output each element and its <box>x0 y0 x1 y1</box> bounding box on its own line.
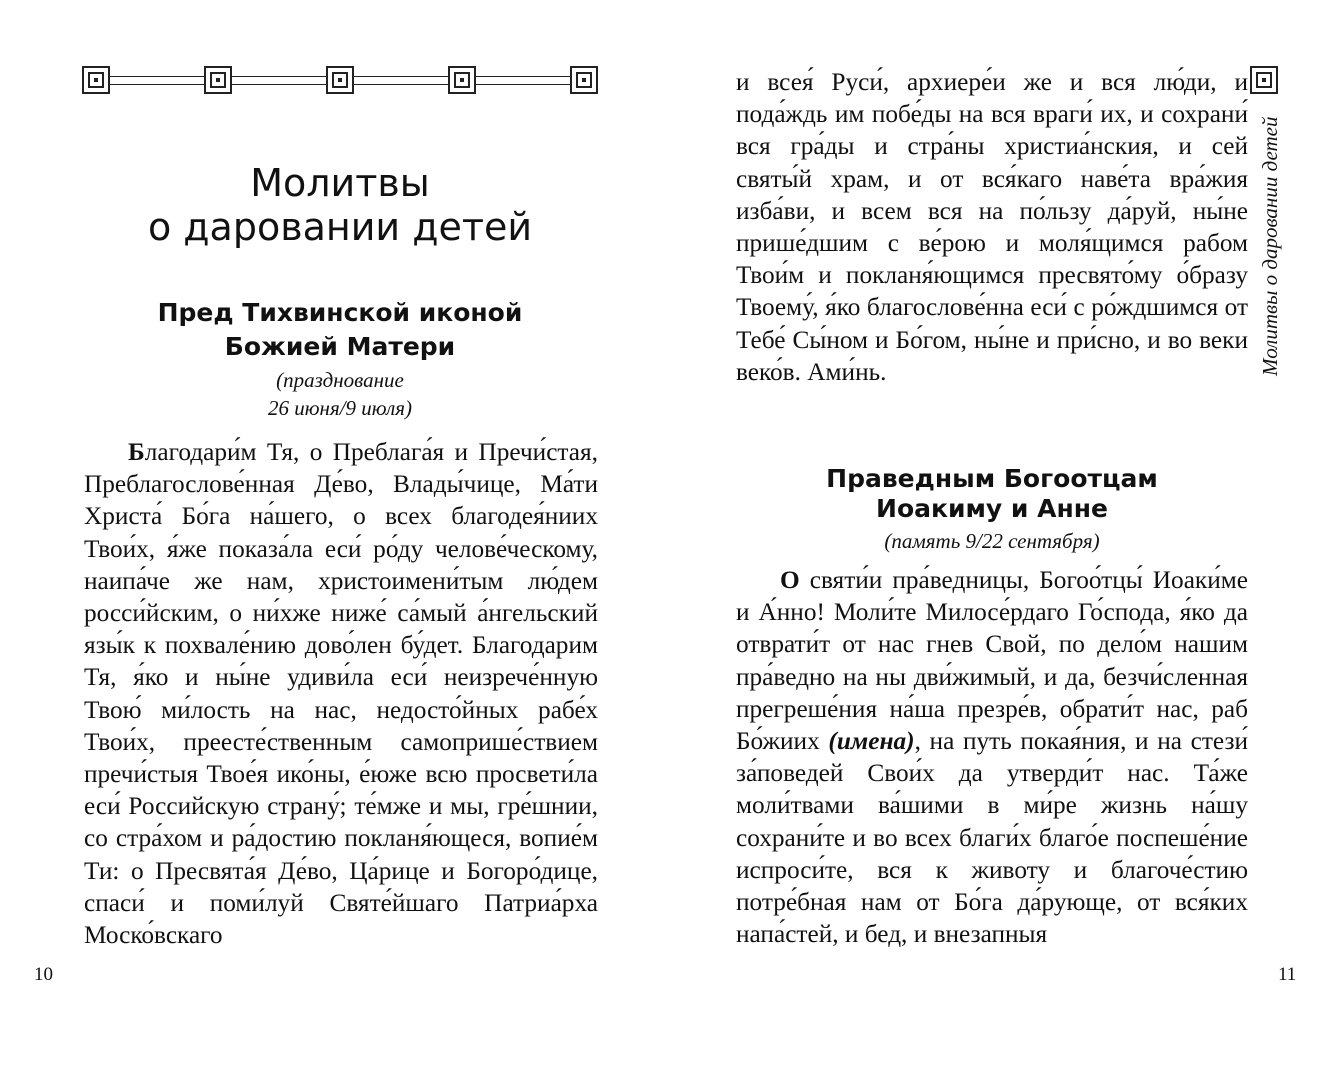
ornament-square-icon <box>448 66 476 94</box>
section-heading-joachim-line1: Праведным Богоотцам <box>826 464 1158 493</box>
running-head: Молитвы о даровании детей <box>1258 116 1282 376</box>
page-number-left: 10 <box>34 964 53 985</box>
prayer-text-tikhvin <box>84 436 598 951</box>
ornament-square-icon <box>204 66 232 94</box>
prayer-body: лагодари́м Тя, о Преблага́я и Пречи́стая, Преблагослове́нная Де́во, Влады́чице, Ма́ти Христа́ Бо́га на́шего, о всех благодея́ниих Твои́х, я́же показа́ла еси́ ро́ду челове́ческому, наипа́че же нам, христоимени́тым лю́дем росси́йским, о ни́хже ниже́ са́мый а́нгельский язы́к к похвале́нию дово́лен бу́дет. Благодарим Тя, я́ко и ны́не удиви́ла еси́ неизрече́нную Твою́ ми́лость на нас, недосто́йных рабе́х Твои́х, преесте́ственным самоприше́ствием пречи́стыя Твое́я ико́ны, е́юже всю просвети́ла еси́ Российскую страну́; те́мже и мы, гре́шнии, со стра́хом и ра́достию покланя́ющеся, вопие́м Ти: о Пресвята́я Де́во, Ца́рице и Богоро́дице, спаси́ и поми́луй Святе́йшаго Патриа́рха Моско́вскаго <box>84 438 598 950</box>
prayer-body-part2: , на путь покая́ния, и на стези́ за́поведей Свои́х да утверди́т нас. Та́же моли́твами ва́шими в ми́ре жизнь на́шу сохрани́те и во всех благи́х благо́е поспеше́ние испроси́те, вся к животу и благоче́стию потре́бная нам от Бо́га да́рующе, от вся́ких напа́стей, и бед, и внезапныя <box>736 727 1248 949</box>
prayer-body-part1: святи́и пра́ведницы, Богоо́тцы́ Иоаки́ме и А́нно! Моли́те Милосе́рдаго Го́спода, я́ко да отврати́т от нас гнев Свой, по дело́м нашим пра́ведно на ны дви́жимый, и да, безчи́сленная прегреше́ния на́ша презре́в, обрати́т нас, раб Бо́жиих <box>736 566 1248 756</box>
feast-date-note-line1: (празднование <box>276 368 404 392</box>
drop-initial: О <box>780 566 800 594</box>
drop-initial: Б <box>128 438 145 466</box>
prayer-text-continued <box>736 66 1248 388</box>
page-title-line1: Молитвы <box>250 161 430 205</box>
feast-date-note-line2: 26 июня/9 июля) <box>267 396 413 420</box>
ornament-square-icon <box>326 66 354 94</box>
ornament-square-icon <box>570 66 598 94</box>
section-heading-tikhvin-line2: Божией Матери <box>224 332 456 361</box>
page-title-line2: о даровании детей <box>147 205 533 249</box>
memory-date-note: (память 9/22 сентября) <box>884 529 1100 553</box>
names-placeholder: (имена) <box>828 727 915 756</box>
prayer-text-joachim-anna <box>736 564 1248 950</box>
section-heading-tikhvin-line1: Пред Тихвинской иконой <box>157 298 523 327</box>
ornament-square-icon <box>82 66 110 94</box>
page-number-right: 11 <box>1278 964 1297 985</box>
header-ornament <box>82 66 598 94</box>
section-heading-joachim-line2: Иоакиму и Анне <box>876 494 1108 523</box>
continued-body: и всея́ Руси́, архиере́и же и вся лю́ди, и пода́ждь им побе́ды на вся враги́ их, и сохрани́ вся гра́ды и стра́ны христиа́нския, и сей святы́й храм, и от вся́каго наве́та вра́жия изба́ви, и всем вся на по́льзу да́руй, ны́не прише́дшим с ве́рою и моля́щимся рабом Твои́м и покланя́ющимся пресвято́му о́бразу Твоему́, я́ко благослове́нна еси́ с ро́ждшимся от Тебе́ Сы́ном и Бо́гом, ны́не и при́сно, и во веки веко́в. Ами́нь. <box>736 68 1248 386</box>
